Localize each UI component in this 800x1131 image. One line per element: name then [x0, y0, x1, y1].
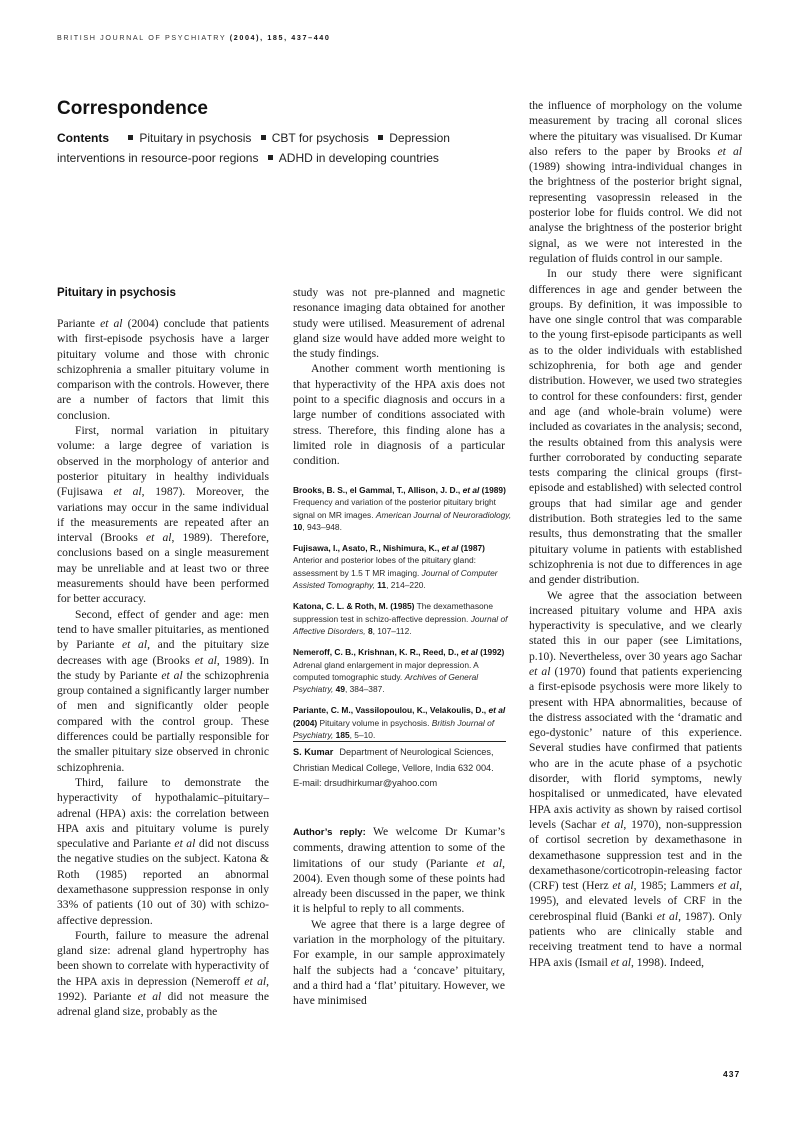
section-heading: Pituitary in psychosis [57, 287, 176, 299]
author-affiliation [293, 745, 518, 792]
reply-paragraph: the influence of morphology on the volume measurement by tracing all coronal slices where the pituitary was visualised. Dr Kumar also refers to the paper by Brooks et al (1989) showing intra-individual changes in the brightness of the posterior bright signal, representing vasopressin released in the posterior lobe for fluids control. We did not analyse the brightness of the posterior bright signal, as we were not interested in the regulation of fluids control in our sample. [529, 99, 742, 265]
bullet-icon [261, 135, 266, 140]
page-number: 437 [723, 1069, 741, 1079]
reference-item: Fujisawa, I., Asato, R., Nishimura, K., et al (1987) Anterior and posterior lobes of the pituitary gland: assessment by 1.5 T MR imaging. Journal of Computer Assisted Tomography, 11, 214–220. [293, 543, 498, 591]
contents-item[interactable]: ADHD in developing countries [278, 151, 439, 165]
italic-text: et al [717, 879, 740, 893]
reference-item: Katona, C. L. & Roth, M. (1985) The dexamethasone suppression test in schizo-affective depression. Journal of Affective Disorders, 8, 107–112. [293, 601, 508, 636]
contents-item[interactable]: Pituitary in psychosis [139, 131, 252, 145]
italic-text: et al [717, 144, 742, 158]
contents-label: Contents [57, 131, 109, 145]
italic-text: et al [146, 531, 172, 545]
reply-paragraph: Author’s reply: We welcome Dr Kumar’s comments, drawing attention to some of the limitations of our study (Pariante et al, 2004). Even though some of these points had already been discussed in the paper, we think it is helpful to reply to all comments. [293, 825, 506, 916]
reply-lead: Author’s reply: [293, 827, 366, 838]
italic-text: et al [137, 990, 162, 1004]
divider-rule [293, 741, 506, 742]
letter-paragraph: study was not pre-planned and magnetic resonance imaging data obtained for another study were utilised. Measurement of adrenal gland size would have added more weight to the study findings. [293, 286, 505, 361]
contents-item[interactable]: CBT for psychosis [271, 131, 369, 145]
bullet-icon [128, 135, 133, 140]
italic-text: et al [113, 485, 142, 499]
column-3 [529, 98, 742, 970]
page-title: Correspondence [57, 98, 208, 119]
reference-item: Nemeroff, C. B., Krishnan, K. R., Reed, D., et al (1992) Adrenal gland enlargement in major depression. A computed tomographic study. Archives of General Psychiatry, 49, 384–387. [293, 647, 505, 695]
letter-paragraph: Second, effect of gender and age: men tend to have smaller pituitaries, as mentioned by Pariante et al, and the pituitary size decreases with age (Brooks et al, 1989). In the study by Pariante et al the schizophrenia group contained a significantly larger number of men and significantly older people compared with the control group. These differences could be partially responsible for the smaller pituitary size observed in chronic schizophrenia. [57, 607, 269, 774]
italic-text: et al [656, 909, 679, 923]
italic-text: et al [529, 664, 551, 678]
bullet-icon [268, 155, 273, 160]
letter-paragraph: Fourth, failure to measure the adrenal gland size: adrenal gland hypertrophy has been shown to correlate with hyperactivity of the HPA axis in depression (Nemeroff et al, 1992). Pariante et al did not measure the adrenal gland size, probably as the [57, 928, 269, 1019]
italic-text: et al [244, 974, 267, 988]
letter-paragraph: Pariante et al (2004) conclude that patients with first-episode psychosis have a larger pituitary volume and those with chronic schizophrenia a smaller pituitary volume in comparison with the controls. However, there are a number of factors that limit this conclusion. [57, 317, 269, 422]
column-1 [57, 285, 269, 1020]
reply-paragraph: We agree that there is a large degree of variation in the morphology of the pituitary. For example, in our sample approximately half the subjects had a ‘concave’ pituitary, and a third had a ‘flat’ pituitary. However, we have minimised [293, 917, 505, 1008]
italic-text: et al [121, 638, 148, 652]
journal-citation: (2004), 185, 437–440 [229, 33, 331, 42]
reference-item: Brooks, B. S., el Gammal, T., Allison, J. D., et al (1989) Frequency and variation of the posterior pituitary bright signal on MR images. American Journal of Neuroradiology, 10, 943–948. [293, 485, 512, 532]
italic-text: et al [612, 879, 634, 893]
letter-paragraph: First, normal variation in pituitary volume: a large degree of variation is observed in the morphology of anterior and posterior pituitary in healthy individuals (Fujisawa et al, 1987). Moreover, the variations may occur in the same individual if the measurements are repeated after an interval (Brooks et al, 1989). Therefore, conclusions based on a single measurement may be unreliable and at least two or three measurements should have been performed for better accuracy. [57, 424, 269, 606]
italic-text: et al [161, 668, 183, 682]
affiliation-text: Department of Neurological Sciences, Christian Medical College, Vellore, India 632 004. [293, 747, 494, 773]
letter-paragraph: Another comment worth mentioning is that hyperactivity of the HPA axis does not point to a specific diagnosis and occurs in a large number of conditions associated with stress. Therefore, this finding alone has a limited role in diagnosis of a particular condition. [293, 362, 505, 468]
reply-paragraph: In our study there were significant differences in age and gender between the groups. By definition, it was impossible to have one single control that was comparable to the young first-episode participants as well as to the older individuals with established schizophrenia, for both age and gender distribution. However, we used two strategies to control for these confounders: first, gender and age (and whole-brain volume) were included as covariates in the analysis; second, the results obtained from this analysis were further corroborated by conducting separate tests comparing the clinical groups (first-episode and established) with selected control groups that had similar age and gender distribution. Both strategies led to the same results, thus demonstrating that the smaller pituitary volume in patients with established schizophrenia is not due to differences in age and gender distribution. [529, 267, 742, 587]
journal-name: BRITISH JOURNAL OF PSYCHIATRY [57, 33, 227, 42]
letter-paragraph: Third, failure to demonstrate the hyperactivity of hypothalamic–pituitary–adrenal (HPA) axis: the correlation between HPA axis and pituitary volume is purely speculative and Pariante et al did not discuss the negative studies on the subject. Katona & Roth (1985) reported an abnormal dexamethasone suppression response in only 33% of patients (10 out of 30) with schizo-affective depression. [57, 775, 269, 927]
italic-text: et al [100, 317, 123, 330]
contents-list [57, 128, 517, 168]
bullet-icon [378, 135, 383, 140]
reference-list [293, 484, 513, 750]
authors-reply [293, 824, 505, 1009]
italic-text: et al [476, 856, 503, 870]
italic-text: et al [194, 653, 217, 667]
author-name: S. Kumar [293, 747, 334, 757]
italic-text: et al [601, 817, 624, 831]
italic-text: et al [174, 837, 196, 851]
running-head [57, 33, 331, 42]
reference-item: Pariante, C. M., Vassilopoulou, K., Velakoulis, D., et al (2004) Pituitary volume in psychosis. British Journal of Psychiatry, 185, 5–10. [293, 705, 506, 741]
italic-text: et al [610, 955, 631, 969]
author-email[interactable]: E-mail: drsudhirkumar@yahoo.com [293, 778, 438, 788]
contents-item[interactable]: Depression interventions in resource-poor regions [57, 131, 450, 165]
column-2 [293, 285, 505, 469]
reply-paragraph: We agree that the association between increased pituitary volume and HPA axis hyperactivity is speculative, and we clearly stated this in our paper (see Limitations, p.10). Nevertheless, over 30 years ago Sachar et al (1970) found that patients experiencing a first-episode psychosis were more likely to present with HPA abnormalities, because of the distress associated with the ‘dramatic and ego-dystonic’ nature of this experience. Several studies have confirmed that patients who are in the acute phase of a psychotic disorder, with florid symptoms, newly hospitalised or unmedicated, have elevated HPA axis activity as shown by raised cortisol levels (Sachar et al, 1970), non-suppression of cortisol secretion by dexamethasone in dexamethasone suppression test and in the dexamethasone/corticotropin-releasing factor (CRF) test (Herz et al, 1985; Lammers et al, 1995), and elevated levels of CRF in the cerebrospinal fluid (Banki et al, 1987). Only patients who are clinically stable and receiving treatment tend to have a normal HPA axis (Ismail et al, 1998). Indeed, [529, 588, 742, 969]
